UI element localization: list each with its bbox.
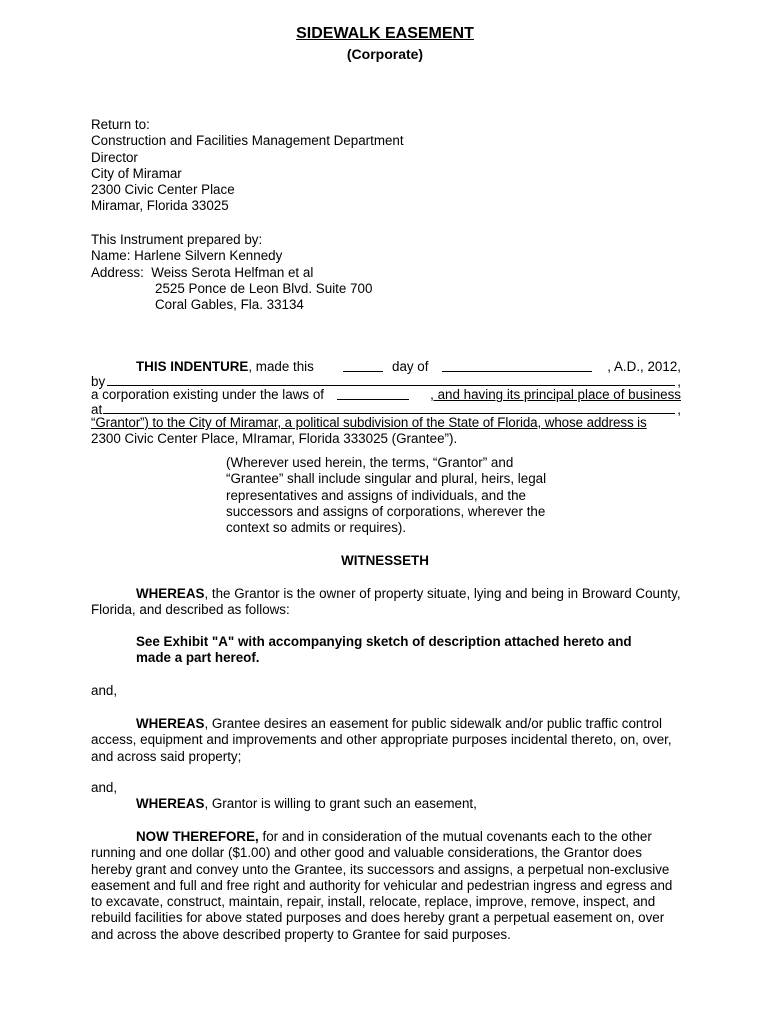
and-connector-1: and, (91, 683, 118, 698)
by-line: by , (91, 374, 681, 389)
return-to-line: Miramar, Florida 33025 (91, 198, 229, 214)
address-line: 2525 Ponce de Leon Blvd. Suite 700 (155, 280, 373, 296)
exhibit-reference: See Exhibit "A" with accompanying sketch of description attached hereto and made a part hereof. (136, 634, 632, 666)
prepared-by-label: This Instrument prepared by: (91, 232, 263, 247)
and-connector-2: and, (91, 780, 118, 795)
indenture-lead: THIS INDENTURE (136, 359, 249, 374)
preparer-name: Name: Harlene Silvern Kennedy (91, 248, 283, 264)
prepared-by-block (91, 232, 681, 313)
indenture-line-1: THIS INDENTURE, made this day of , A.D., 2012, (136, 359, 681, 374)
at-line: at , (91, 402, 681, 417)
whereas-paragraph-1: WHEREAS, the Grantor is the owner of property situate, lying and being in Broward County, Florida, and described as follows: (91, 586, 681, 618)
return-to-line: 2300 Civic Center Place (91, 182, 235, 198)
witnesseth-heading: WITNESSETH (341, 553, 429, 568)
grant-paragraph: NOW THEREFORE, for and in consideration of the mutual covenants each to the other running and one dollar ($1.00) and other good and valuable considerations, the Grantor does hereby grant and convey unto the Grantee, its successors and assigns, a perpetual non-exclusive easement and full and free right and authority for vehicular and pedestrian ingress and egress and to excavate, construct, maintain, repair, install, relocate, replace, improve, remove, inspect, and rebuild facilities for above stated purposes and does hereby grant a perpetual easement on, over and across the above described property to Grantee for said purposes. (91, 829, 673, 942)
address-label: Address: (91, 264, 144, 280)
whereas-paragraph-2: WHEREAS, Grantee desires an easement for public sidewalk and/or public traffic control access, equipment and improvements and other appropriate purposes incidental thereto, on, over, and across said property; (91, 716, 672, 764)
address-line: Weiss Serota Helfman et al (151, 264, 314, 280)
grantor-line: “Grantor”) to the City of Miramar, a political subdivision of the State of Florida, whose address is (91, 415, 647, 430)
definitions-paragraph: (Wherever used herein, the terms, “Grantor” and “Grantee” shall include singular and plural, heirs, legal representatives and assigns of individuals, and the successors and assigns of corporations, wherever the context so admits or requires). (226, 455, 547, 536)
indenture-paragraph (91, 359, 681, 448)
whereas-paragraph-3: WHEREAS, Grantor is willing to grant such an easement, (136, 796, 477, 811)
address-line: Coral Gables, Fla. 33134 (155, 297, 304, 313)
document-subtitle: (Corporate) (346, 46, 424, 62)
document-title: SIDEWALK EASEMENT (296, 25, 474, 42)
preparer-address-row (91, 265, 681, 281)
grantee-address-line: 2300 Civic Center Place, MIramar, Florida 333025 (Grantee”). (91, 431, 458, 447)
return-to-line: City of Miramar (91, 165, 182, 181)
return-to-label: Return to: (91, 117, 150, 132)
return-to-line: Construction and Facilities Management Department (91, 133, 404, 149)
state-blank (337, 387, 409, 400)
corporation-line: a corporation existing under the laws of , and having its principal place of business (91, 387, 681, 402)
return-to-block (91, 117, 681, 215)
return-to-line: Director (91, 149, 138, 165)
day-blank (343, 359, 383, 372)
month-blank (442, 359, 592, 372)
